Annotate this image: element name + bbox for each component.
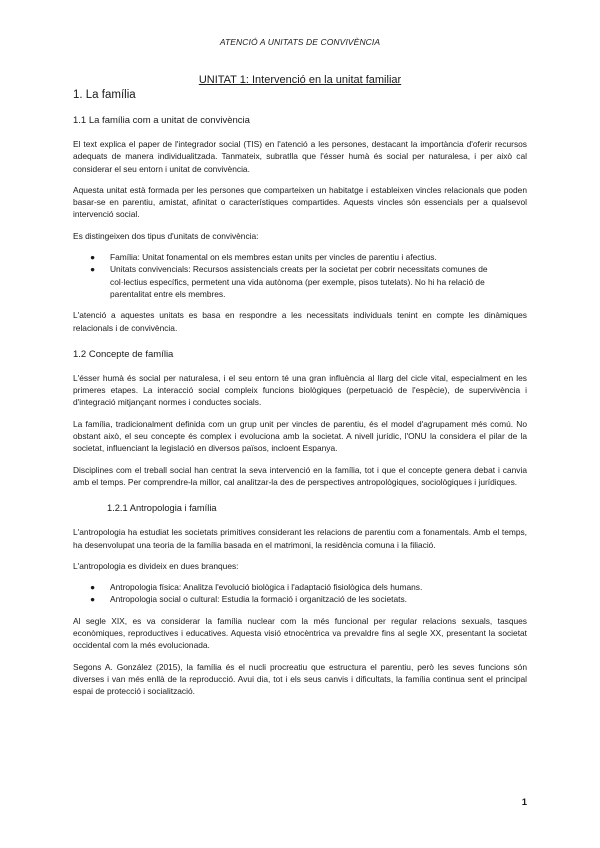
list-item [73,593,527,605]
list-item-text: Família: Unitat fonamental on els membres estan units per vincles de parentiu i afectius. [110,252,437,263]
paragraph: L'antropologia es divideix en dues branques: [73,560,239,571]
section-heading-la-familia: 1. La família [73,89,136,101]
anthropology-branches-list [73,581,527,606]
list-item-text: Antropologia social o cultural: Estudia la formació i organització de les societats. [110,594,408,605]
paragraph: L'antropologia ha estudiat les societats primitives considerant les relacions de parentiu com a fonamentals. Amb el temps, ha desenvolupat una teoria de la família basada en el matrimoni, la residència comuna i la filiació. [73,527,527,550]
paragraph: La família, tradicionalment definida com un grup unit per vincles de parentiu, és el model d'agrupament més comú. No obstant això, el seu concepte és complex i evoluciona amb la societat. A nivell jurídic, l'ONU la considera el pilar de la societat, influenciant la legislació en diversos països, incloent Espanya. [73,418,527,454]
subsection-heading-1-1: 1.1 La família com a unitat de convivència [73,115,250,126]
bullet-icon: ● [90,252,96,263]
list-item [73,581,527,593]
paragraph: El text explica el paper de l'integrador social (TIS) en l'atenció a les persones, destacant la importància d'oferir recursos adequats de manera individualitzada. Tanmateix, subratlla que l'ésser humà és social per naturalesa, i per això cal considerar el seu entorn i unitat de convivència. [73,139,527,174]
paragraph: Al segle XIX, es va considerar la família nuclear com la més funcional per regular relacions sexuals, tasques econòmiques, reproductives i educatives. Aquesta visió etnocèntrica va prevaldre fins al segle XX, presentant la societat occidental com la més evolucionada. [73,615,527,651]
page-content [73,73,527,698]
subsubsection-heading-1-2-1: 1.2.1 Antropologia i família [107,503,217,514]
paragraph: Disciplines com el treball social han centrat la seva intervenció en la família, tot i que el concepte genera debat i canvia amb el temps. Per comprendre-la millor, cal analitzar-la des de perspectives antropològiques, sociològiques i jurídiques. [73,464,527,487]
unit-title: UNITAT 1: Intervenció en la unitat familiar [198,74,402,86]
running-header: ATENCIÓ A UNITATS DE CONVIVÈNCIA [219,37,381,47]
unit-types-list [73,251,527,300]
list-item [73,251,527,263]
paragraph: Aquesta unitat està formada per les persones que comparteixen un habitatge i estableixen vincles relacionals que poden basar-se en parentiu, amistat, afinitat o característiques compartides. Aquests vincles són essencials per a qualsevol intervenció social. [73,184,527,220]
bullet-icon: ● [90,582,96,593]
list-item-text: Unitats convivencials: Recursos assistencials creats per la societat per cobrir necessitats comunes de col·lectius específics, permetent una vida autònoma (per exemple, pisos tutelats). No hi ha relació de parentalitat entre els membres. [110,264,488,299]
page-number: 1 [521,797,527,808]
subsection-heading-1-2: 1.2 Concepte de família [73,348,174,360]
list-item [73,263,527,300]
paragraph: Es distingeixen dos tipus d'unitats de convivència: [73,230,259,241]
paragraph: L'atenció a aquestes unitats es basa en respondre a les necessitats individuals tenint en compte les dinàmiques relacionals i de convivència. [73,310,527,333]
bullet-icon: ● [90,264,96,275]
list-item-text: Antropologia física: Analitza l'evolució biològica i l'adaptació fisiològica dels humans. [110,582,423,593]
bullet-icon: ● [90,594,96,605]
paragraph: Segons A. González (2015), la família és el nucli procreatiu que estructura el parentiu, però les seves funcions són diverses i van més enllà de la reproducció. Avui dia, tot i els seus canvis i dificultats, la família continua sent el principal espai de protecció i socialització. [73,661,527,697]
paragraph: L'ésser humà és social per naturalesa, i el seu entorn té una gran influència al llarg del cicle vital, especialment en les primeres etapes. La interacció social compleix funcions biològiques (perpetuació de l'espècie), de supervivència i d'integració mitjançant normes i conductes socials. [73,372,527,408]
